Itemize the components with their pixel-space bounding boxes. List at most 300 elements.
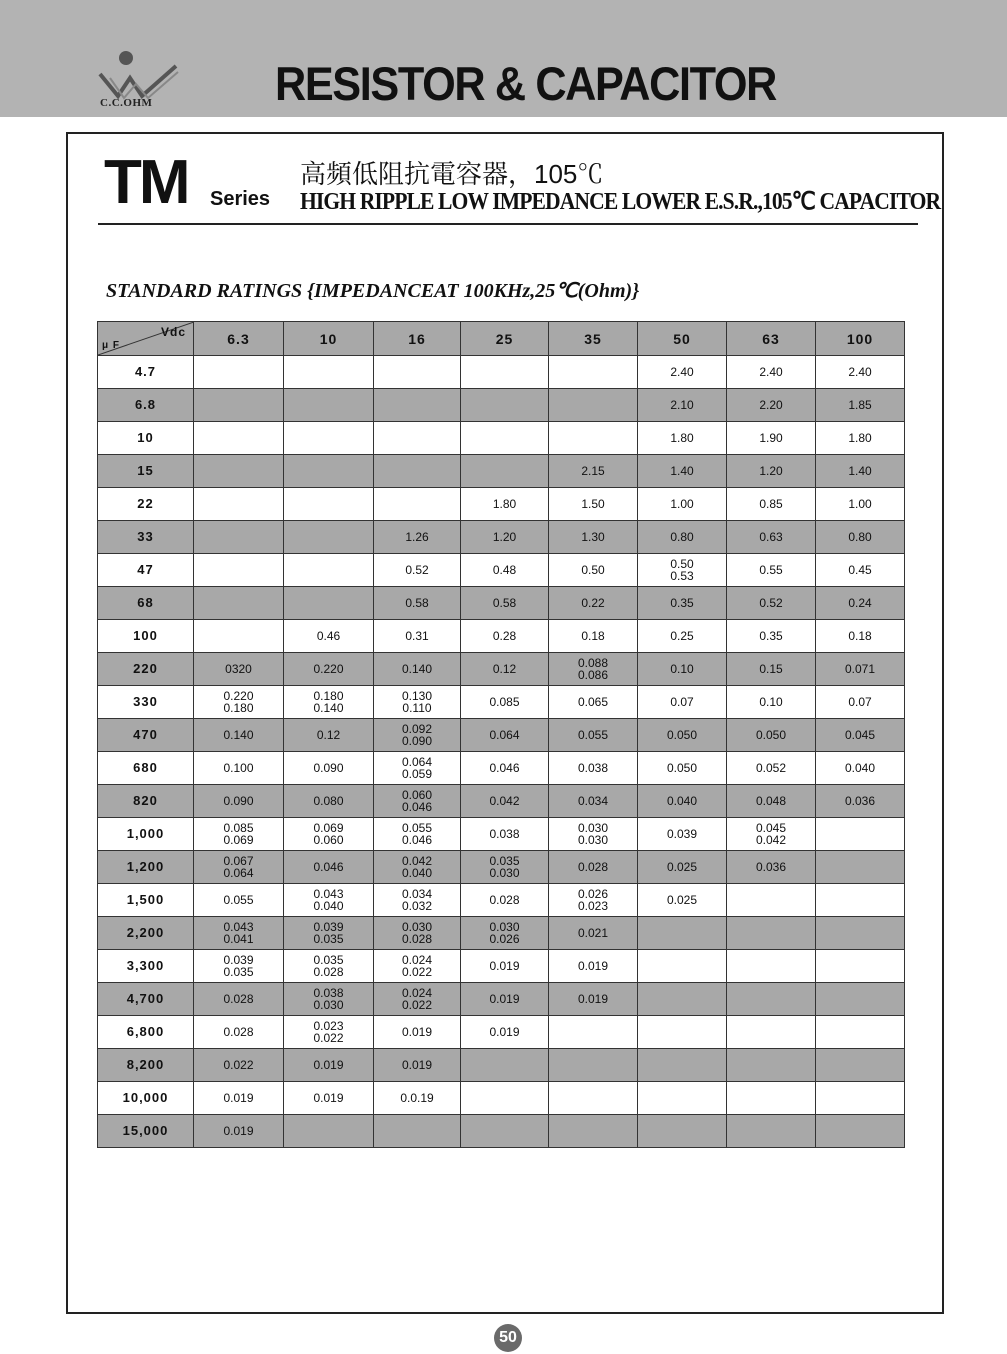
impedance-cell xyxy=(549,1115,638,1148)
impedance-cell xyxy=(638,686,727,719)
table-row xyxy=(98,719,905,752)
impedance-value: 0.12 xyxy=(316,728,341,742)
impedance-cell xyxy=(194,983,284,1016)
capacitance-cell: 10,000 xyxy=(98,1082,194,1115)
impedance-value: 0.023 xyxy=(313,1019,344,1033)
page-number: 50 xyxy=(494,1324,522,1352)
impedance-value: 0.042 xyxy=(401,854,433,868)
table-row xyxy=(98,455,905,488)
impedance-cell xyxy=(194,950,284,983)
impedance-value: 0.064 xyxy=(489,728,520,742)
impedance-value: 0.140 xyxy=(223,728,254,742)
impedance-cell xyxy=(374,422,461,455)
impedance-value: 0.028 xyxy=(489,893,520,907)
voltage-header: 35 xyxy=(549,322,638,356)
impedance-cell xyxy=(284,851,374,884)
impedance-cell xyxy=(638,785,727,818)
impedance-cell xyxy=(374,1016,461,1049)
impedance-cell xyxy=(194,884,284,917)
impedance-cell xyxy=(638,1016,727,1049)
impedance-cell xyxy=(549,884,638,917)
capacitance-cell: 820 xyxy=(98,785,194,818)
capacitance-cell: 68 xyxy=(98,587,194,620)
impedance-cell xyxy=(461,653,549,686)
capacitance-cell: 1,200 xyxy=(98,851,194,884)
impedance-cell xyxy=(194,818,284,851)
impedance-value: 0.22 xyxy=(581,596,605,610)
impedance-cell xyxy=(461,1082,549,1115)
impedance-cell xyxy=(727,884,816,917)
impedance-value: 1.80 xyxy=(670,431,694,445)
impedance-cell xyxy=(461,719,549,752)
impedance-value: 2.10 xyxy=(670,398,694,412)
impedance-cell xyxy=(284,950,374,983)
impedance-value: 0.31 xyxy=(405,629,429,643)
impedance-cell xyxy=(461,554,549,587)
impedance-cell xyxy=(549,1016,638,1049)
impedance-cell xyxy=(549,1082,638,1115)
impedance-cell xyxy=(284,422,374,455)
impedance-cell xyxy=(194,1082,284,1115)
impedance-cell xyxy=(727,983,816,1016)
capacitance-cell: 4.7 xyxy=(98,356,194,389)
impedance-cell xyxy=(461,983,549,1016)
impedance-value: 0.043 xyxy=(223,920,254,934)
series-word: Series xyxy=(210,188,271,210)
impedance-value: 0.80 xyxy=(670,530,694,544)
impedance-cell xyxy=(461,1049,549,1082)
impedance-value: 0.15 xyxy=(759,662,783,676)
voltage-header: 6.3 xyxy=(194,322,284,356)
impedance-value: 0.220 xyxy=(313,662,344,676)
table-row xyxy=(98,356,905,389)
impedance-cell xyxy=(549,752,638,785)
impedance-cell xyxy=(284,554,374,587)
impedance-value: 0.046 xyxy=(313,860,344,874)
impedance-cell xyxy=(638,884,727,917)
capacitance-cell: 100 xyxy=(98,620,194,653)
impedance-value: 0.80 xyxy=(848,530,872,544)
impedance-value: 0.028 xyxy=(577,860,609,874)
impedance-value: 0.048 xyxy=(755,794,787,808)
impedance-cell xyxy=(284,917,374,950)
impedance-value: 0.035 xyxy=(313,953,344,967)
capacitance-cell: 3,300 xyxy=(98,950,194,983)
impedance-value: 0.50 xyxy=(670,557,694,571)
impedance-cell xyxy=(638,950,727,983)
impedance-cell xyxy=(727,455,816,488)
impedance-value: 0.022 xyxy=(401,998,433,1012)
capacitance-cell: 10 xyxy=(98,422,194,455)
impedance-cell xyxy=(638,1049,727,1082)
impedance-value: 0.022 xyxy=(313,1031,344,1045)
impedance-value: 0.58 xyxy=(492,596,517,610)
impedance-cell xyxy=(374,686,461,719)
impedance-cell xyxy=(816,785,905,818)
impedance-value: 0.055 xyxy=(401,821,433,835)
impedance-cell xyxy=(816,587,905,620)
impedance-cell xyxy=(549,521,638,554)
impedance-value: 0.028 xyxy=(223,1025,254,1039)
impedance-cell xyxy=(194,422,284,455)
impedance-value: 0.10 xyxy=(670,662,694,676)
impedance-cell xyxy=(727,950,816,983)
corner-uf-label: μ F xyxy=(102,340,121,351)
capacitance-cell: 330 xyxy=(98,686,194,719)
impedance-value: 0.035 xyxy=(489,854,520,868)
impedance-cell xyxy=(461,521,549,554)
impedance-cell xyxy=(549,455,638,488)
impedance-cell xyxy=(816,653,905,686)
impedance-value: 0.042 xyxy=(489,794,520,808)
impedance-cell xyxy=(284,1082,374,1115)
voltage-header: 16 xyxy=(374,322,461,356)
impedance-cell xyxy=(727,356,816,389)
impedance-value: 0.25 xyxy=(670,629,694,643)
impedance-value: 0.040 xyxy=(401,866,433,880)
impedance-cell xyxy=(461,488,549,521)
table-row xyxy=(98,983,905,1016)
capacitance-cell: 220 xyxy=(98,653,194,686)
impedance-cell xyxy=(638,983,727,1016)
impedance-cell xyxy=(727,389,816,422)
impedance-cell xyxy=(194,752,284,785)
impedance-value: 0.46 xyxy=(316,629,341,643)
impedance-cell xyxy=(816,1082,905,1115)
impedance-cell xyxy=(284,521,374,554)
impedance-cell xyxy=(374,587,461,620)
impedance-value: 0.038 xyxy=(489,827,520,841)
impedance-cell xyxy=(284,356,374,389)
impedance-value: 0.55 xyxy=(759,563,783,577)
impedance-cell xyxy=(194,785,284,818)
impedance-cell xyxy=(727,422,816,455)
table-row xyxy=(98,917,905,950)
impedance-value: 0.028 xyxy=(401,932,433,946)
impedance-value: 0.043 xyxy=(313,887,344,901)
series-code: TM xyxy=(104,148,188,217)
impedance-cell xyxy=(461,587,549,620)
impedance-value: 0.019 xyxy=(313,1058,344,1072)
impedance-cell xyxy=(638,356,727,389)
impedance-cell xyxy=(284,488,374,521)
impedance-value: 1.80 xyxy=(492,497,517,511)
impedance-value: 0.50 xyxy=(581,563,605,577)
impedance-cell xyxy=(727,1115,816,1148)
impedance-cell xyxy=(374,653,461,686)
impedance-value: 1.40 xyxy=(848,464,872,478)
impedance-value: 0.050 xyxy=(666,761,698,775)
impedance-value: 0.052 xyxy=(755,761,787,775)
impedance-cell xyxy=(374,983,461,1016)
impedance-cell xyxy=(194,1016,284,1049)
impedance-value: 0.035 xyxy=(223,965,254,979)
impedance-value: 0.58 xyxy=(405,596,429,610)
impedance-cell xyxy=(194,1115,284,1148)
impedance-cell xyxy=(816,950,905,983)
impedance-value: 0.025 xyxy=(666,893,698,907)
impedance-value: 0.022 xyxy=(401,965,433,979)
impedance-value: 0.021 xyxy=(577,926,609,940)
impedance-cell xyxy=(816,917,905,950)
impedance-value: 0.024 xyxy=(401,953,433,967)
impedance-cell xyxy=(638,455,727,488)
impedance-cell xyxy=(194,389,284,422)
ratings-title: STANDARD RATINGS {IMPEDANCEAT 100KHz,25℃(Ohm)} xyxy=(106,280,640,302)
impedance-value: 0.12 xyxy=(492,662,517,676)
impedance-cell xyxy=(374,950,461,983)
impedance-value: 0.019 xyxy=(577,959,609,973)
impedance-value: 0.069 xyxy=(223,833,254,847)
impedance-value: 0.180 xyxy=(223,701,254,715)
impedance-value: 0.036 xyxy=(844,794,876,808)
impedance-cell xyxy=(194,554,284,587)
impedance-cell xyxy=(549,488,638,521)
impedance-cell xyxy=(461,917,549,950)
impedance-value: 0.041 xyxy=(223,932,254,946)
impedance-cell xyxy=(549,620,638,653)
impedance-cell xyxy=(461,455,549,488)
table-row xyxy=(98,521,905,554)
impedance-cell xyxy=(461,818,549,851)
impedance-value: 0.059 xyxy=(401,767,433,781)
impedance-cell xyxy=(284,455,374,488)
impedance-cell xyxy=(284,983,374,1016)
impedance-cell xyxy=(549,422,638,455)
impedance-value: 0.019 xyxy=(313,1091,344,1105)
impedance-cell xyxy=(549,356,638,389)
impedance-cell xyxy=(194,653,284,686)
impedance-cell xyxy=(816,356,905,389)
impedance-cell xyxy=(374,521,461,554)
impedance-cell xyxy=(638,818,727,851)
ratings-table xyxy=(97,321,905,1148)
impedance-cell xyxy=(284,1049,374,1082)
impedance-cell xyxy=(461,1115,549,1148)
impedance-value: 0.067 xyxy=(223,854,254,868)
impedance-value: 2.15 xyxy=(581,464,605,478)
impedance-value: 0.18 xyxy=(848,629,872,643)
impedance-cell xyxy=(638,1082,727,1115)
impedance-cell xyxy=(374,356,461,389)
impedance-value: 0.028 xyxy=(313,965,344,979)
impedance-cell xyxy=(194,620,284,653)
impedance-value: 0.025 xyxy=(666,860,698,874)
impedance-value: 0.24 xyxy=(848,596,872,610)
impedance-value: 0.088 xyxy=(577,656,609,670)
impedance-cell xyxy=(816,1115,905,1148)
impedance-value: 0.019 xyxy=(401,1058,433,1072)
impedance-value: 0.038 xyxy=(577,761,609,775)
impedance-cell xyxy=(194,719,284,752)
voltage-header: 100 xyxy=(816,322,905,356)
impedance-cell xyxy=(549,818,638,851)
impedance-value: 0.85 xyxy=(759,497,783,511)
impedance-cell xyxy=(727,554,816,587)
impedance-value: 0.18 xyxy=(581,629,605,643)
impedance-value: 0.045 xyxy=(755,821,787,835)
impedance-value: 0.019 xyxy=(577,992,609,1006)
impedance-cell xyxy=(816,620,905,653)
impedance-cell xyxy=(638,422,727,455)
impedance-value: 0.140 xyxy=(313,701,344,715)
impedance-cell xyxy=(549,851,638,884)
impedance-cell xyxy=(284,719,374,752)
impedance-cell xyxy=(816,521,905,554)
series-title-cn: 高頻低阻抗電容器，105℃ xyxy=(300,159,604,189)
impedance-cell xyxy=(816,884,905,917)
impedance-value: 0.140 xyxy=(401,662,433,676)
impedance-cell xyxy=(374,719,461,752)
impedance-value: 0.060 xyxy=(313,833,344,847)
impedance-cell xyxy=(194,587,284,620)
impedance-cell xyxy=(727,917,816,950)
impedance-cell xyxy=(727,521,816,554)
impedance-value: 1.50 xyxy=(581,497,605,511)
impedance-cell xyxy=(194,1049,284,1082)
voltage-header: 50 xyxy=(638,322,727,356)
impedance-value: 1.40 xyxy=(670,464,694,478)
impedance-cell xyxy=(727,587,816,620)
impedance-cell xyxy=(374,1049,461,1082)
impedance-value: 0.026 xyxy=(489,932,520,946)
table-row xyxy=(98,587,905,620)
impedance-cell xyxy=(727,653,816,686)
impedance-cell xyxy=(816,752,905,785)
impedance-value: 0.019 xyxy=(223,1091,254,1105)
capacitance-cell: 6,800 xyxy=(98,1016,194,1049)
impedance-value: 0.035 xyxy=(313,932,344,946)
capacitance-cell: 470 xyxy=(98,719,194,752)
impedance-cell xyxy=(284,389,374,422)
impedance-value: 0.036 xyxy=(755,860,787,874)
impedance-value: 0.055 xyxy=(223,893,254,907)
impedance-cell xyxy=(461,1016,549,1049)
impedance-value: 0.040 xyxy=(313,899,344,913)
impedance-cell xyxy=(816,1049,905,1082)
impedance-cell xyxy=(284,884,374,917)
impedance-value: 0.100 xyxy=(223,761,254,775)
impedance-cell xyxy=(284,686,374,719)
impedance-value: 0.050 xyxy=(755,728,787,742)
impedance-value: 1.85 xyxy=(848,398,872,412)
corner-vdc-label: Vdc xyxy=(160,325,186,339)
impedance-value: 0.040 xyxy=(844,761,876,775)
corner-cell xyxy=(98,322,194,356)
impedance-cell xyxy=(638,917,727,950)
impedance-cell xyxy=(638,554,727,587)
impedance-cell xyxy=(727,719,816,752)
title-divider xyxy=(98,223,918,225)
table-row xyxy=(98,686,905,719)
impedance-cell xyxy=(461,851,549,884)
impedance-value: 0.090 xyxy=(313,761,344,775)
impedance-value: 0.028 xyxy=(223,992,254,1006)
impedance-value: 0.48 xyxy=(492,563,517,577)
impedance-value: 0.042 xyxy=(755,833,787,847)
impedance-value: 0.53 xyxy=(670,569,694,583)
impedance-cell xyxy=(816,851,905,884)
impedance-cell xyxy=(816,554,905,587)
impedance-value: 0.030 xyxy=(313,998,344,1012)
impedance-cell xyxy=(727,785,816,818)
impedance-cell xyxy=(461,686,549,719)
impedance-value: 0.034 xyxy=(401,887,433,901)
impedance-cell xyxy=(816,818,905,851)
voltage-header: 63 xyxy=(727,322,816,356)
impedance-cell xyxy=(549,719,638,752)
impedance-cell xyxy=(549,653,638,686)
table-row xyxy=(98,1049,905,1082)
header-row xyxy=(98,322,905,356)
impedance-value: 0.019 xyxy=(489,959,520,973)
impedance-cell xyxy=(638,587,727,620)
impedance-value: 0.038 xyxy=(313,986,344,1000)
impedance-cell xyxy=(549,917,638,950)
impedance-cell xyxy=(374,554,461,587)
table-row xyxy=(98,488,905,521)
impedance-value: 2.40 xyxy=(670,365,694,379)
table-row xyxy=(98,851,905,884)
impedance-value: 0.110 xyxy=(402,701,432,715)
impedance-cell xyxy=(461,884,549,917)
impedance-cell xyxy=(374,389,461,422)
capacitance-cell: 4,700 xyxy=(98,983,194,1016)
impedance-cell xyxy=(549,554,638,587)
impedance-cell xyxy=(638,719,727,752)
table-row xyxy=(98,818,905,851)
impedance-cell xyxy=(374,917,461,950)
table-row xyxy=(98,653,905,686)
impedance-value: 0.069 xyxy=(313,821,344,835)
impedance-cell xyxy=(194,521,284,554)
impedance-value: 0.63 xyxy=(759,530,783,544)
impedance-value: 0.52 xyxy=(405,563,429,577)
impedance-value: 0.060 xyxy=(401,788,433,802)
impedance-value: 2.40 xyxy=(848,365,872,379)
impedance-cell xyxy=(816,719,905,752)
impedance-value: 0.022 xyxy=(223,1058,254,1072)
impedance-cell xyxy=(549,785,638,818)
impedance-value: 1.80 xyxy=(848,431,872,445)
impedance-cell xyxy=(374,488,461,521)
impedance-value: 1.20 xyxy=(492,530,517,544)
impedance-cell xyxy=(461,389,549,422)
impedance-value: 0.040 xyxy=(666,794,698,808)
capacitance-cell: 47 xyxy=(98,554,194,587)
impedance-value: 0.019 xyxy=(489,992,520,1006)
impedance-cell xyxy=(727,686,816,719)
impedance-cell xyxy=(374,1082,461,1115)
capacitance-cell: 680 xyxy=(98,752,194,785)
impedance-cell xyxy=(549,389,638,422)
impedance-value: 0.092 xyxy=(401,722,433,736)
impedance-value: 0.064 xyxy=(223,866,254,880)
impedance-cell xyxy=(816,983,905,1016)
brand-text: C.C.OHM xyxy=(100,97,153,109)
ratings-body xyxy=(98,356,905,1148)
impedance-cell xyxy=(194,917,284,950)
impedance-cell xyxy=(638,752,727,785)
impedance-cell xyxy=(727,488,816,521)
impedance-cell xyxy=(727,818,816,851)
impedance-cell xyxy=(374,1115,461,1148)
impedance-cell xyxy=(638,1115,727,1148)
impedance-value: 0.090 xyxy=(401,734,433,748)
impedance-value: 0.065 xyxy=(577,695,609,709)
capacitance-cell: 1,000 xyxy=(98,818,194,851)
impedance-cell xyxy=(549,950,638,983)
